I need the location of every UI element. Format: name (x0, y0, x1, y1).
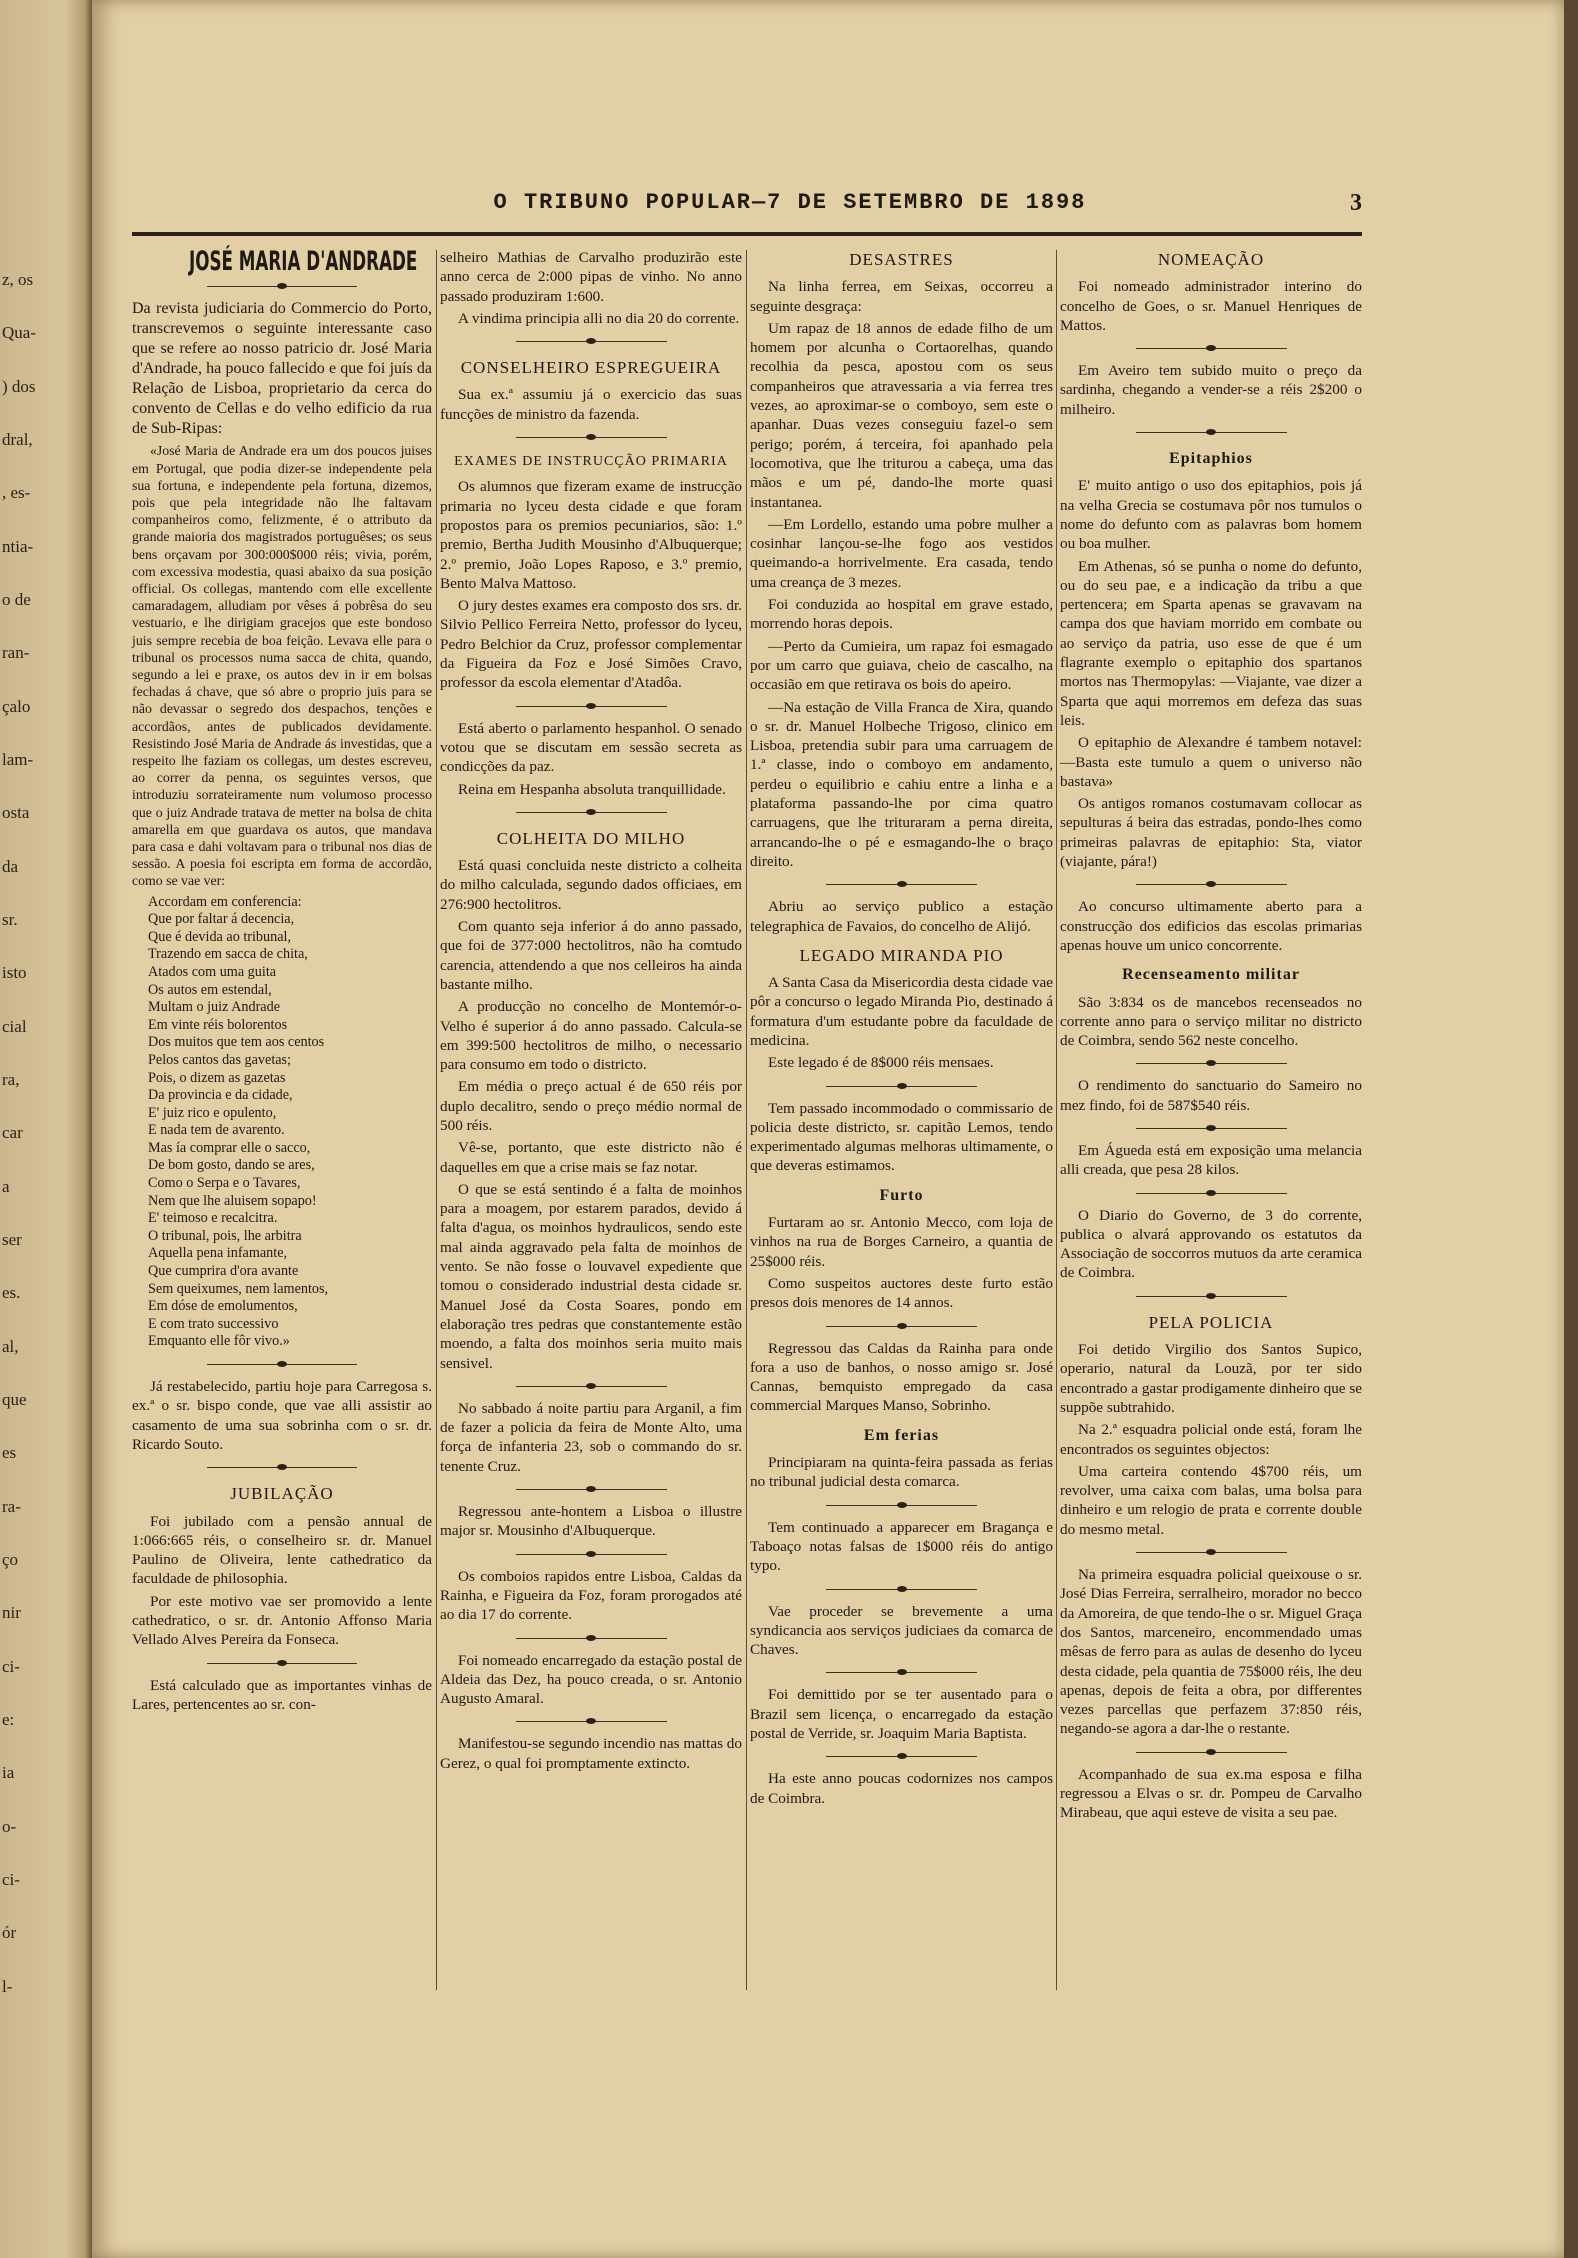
verse-line: Que por faltar á decencia, (148, 911, 295, 928)
article-paragraph: —Perto da Cumieira, um rapaz foi esmagado por um carro que guiava, cheio de cascalho, na occasião em que retirava os bois do apeiro. (750, 637, 1053, 694)
divider (750, 1749, 1053, 1763)
adjacent-page-text-fragment: car (2, 1123, 23, 1143)
adjacent-page-text-fragment: cial (2, 1016, 27, 1036)
article-paragraph: Os alumnos que fizeram exame de instrucção primaria no lyceu desta cidade e que foram propostos para os premios pecuniarios, são: 1.º premio, Bertha Judith Mousinho d'Albuquerque; 2.º premio, João Lopes Raposo, e 3.º premio, Bento Malva Mattoso. (440, 478, 742, 592)
article-paragraph: São 3:834 os de mancebos recenseados no corrente anno para o serviço militar no districto de Coimbra, sendo 562 neste concelho. (1060, 993, 1362, 1050)
article-paragraph: Principiaram na quinta-feira passada as ferias no tribunal judicial desta comarca. (750, 1454, 1053, 1491)
article-paragraph: Vê-se, portanto, que este districto não é daquelles em que a crise mais se faz notar. (440, 1139, 742, 1176)
article-paragraph: Foi detido Virgilio dos Santos Supico, operario, natural da Louzã, por ter sido encontrado a gastar prodigamente dinheiro que se suppõe subtrahido. (1060, 1341, 1362, 1416)
section-heading: COLHEITA DO MILHO (496, 828, 686, 848)
section-heading: DESASTRES (849, 250, 954, 269)
adjacent-page-text-fragment: al, (2, 1336, 19, 1356)
verse-line: Multam o juiz Andrade (148, 999, 280, 1016)
section-heading: LEGADO MIRANDA PIO (799, 945, 1004, 965)
article-paragraph: Abriu ao serviço publico a estação telegraphica de Favaios, do concelho de Alijó. (750, 898, 1053, 935)
article-paragraph: Este legado é de 8$000 réis mensaes. (768, 1054, 994, 1072)
verse-line: E com trato successivo (148, 1315, 279, 1332)
divider (1060, 1289, 1362, 1303)
article-paragraph: No sabbado á noite partiu para Arganil, a fim de fazer a policia da feira de Monte Alto, uma força de infanteria 23, sob o commando do sr. tenente Cruz. (440, 1399, 742, 1475)
divider (440, 334, 742, 348)
adjacent-page-text-fragment: z, os (2, 270, 34, 289)
divider (1060, 425, 1362, 439)
article-paragraph: Em Aveiro tem subido muito o preço da sardinha, chegando a vender-se a réis 2$200 o milheiro. (1060, 362, 1362, 418)
verse-line: Sem queixumes, nem lamentos, (148, 1280, 329, 1297)
article-paragraph: Em média o preço actual é de 650 réis por duplo decalitro, sendo o preço médio normal de 500 réis. (440, 1078, 742, 1134)
article-paragraph: Manifestou-se segundo incendio nas mattas do Gerez, o qual foi promptamente extincto. (440, 1735, 742, 1772)
article-title: JOSÉ MARIA D'ANDRADE (189, 246, 418, 277)
divider (1060, 1121, 1362, 1135)
article-paragraph: O epitaphio de Alexandre é tambem notavel:—Basta este tumulo a quem o universo não bastava» (1060, 734, 1362, 790)
article-paragraph: Sua ex.ª assumiu já o exercicio das suas funcções de ministro da fazenda. (440, 386, 742, 423)
section-heading: EXAMES DE INSTRUCÇÃO PRIMARIA (454, 454, 728, 470)
article-paragraph: Foi demittido por se ter ausentado para o Brazil sem licença, o encarregado da estação postal de Verride, sr. Joaquim Maria Baptista. (750, 1686, 1053, 1742)
section-heading: Epitaphios (1169, 450, 1253, 468)
adjacent-page-text-fragment: es (2, 1443, 17, 1463)
article-paragraph: Por este motivo vae ser promovido a lente cathedratico, o sr. dr. Antonio Affonso Maria Vellado Alves Pereira da Fonseca. (132, 1592, 432, 1649)
verse-line: Dos muitos que tem aos centos (148, 1034, 325, 1051)
article-paragraph: Regressou ante-hontem a Lisboa o illustre major sr. Mousinho d'Albuquerque. (440, 1503, 742, 1540)
adjacent-page-text-fragment: ra, (2, 1070, 20, 1089)
verse-line: Pelos cantos das gavetas; (148, 1051, 292, 1068)
article-paragraph: —Na estação de Villa Franca de Xira, quando o sr. dr. Manuel Holbeche Trigoso, clinico em Lisboa, pretendia subir para uma carruagem de 1.ª classe, indo o comboyo em andamento, perdeu o equilibrio e cahiu entre a linha e a plataforma passando-lhe por cima quatro carruagens, que lhe trituraram a perna direita, arrancando-lhe o pé e esmagando-lhe o braço direito. (750, 698, 1053, 870)
article-paragraph: Tem passado incommodado o commissario de policia deste districto, sr. capitão Lemos, tendo experimentado algumas melhoras ultimamente, o que deveras estimamos. (750, 1099, 1053, 1175)
article-paragraph: O Diario do Governo, de 3 do corrente, publica o alvará approvando os estatutos da Associação de soccorros mutuos da arte ceramica de Coimbra. (1060, 1206, 1362, 1282)
article-paragraph: Regressou das Caldas da Rainha para onde fora a uso de banhos, o nosso amigo sr. José Cannas, bemquisto empregado da casa commercial Marques Manso, Sobrinho. (750, 1339, 1053, 1415)
article-paragraph: Os comboios rapidos entre Lisboa, Caldas da Rainha, e Figueira da Foz, foram prorogados até ao dia 17 do corrente. (440, 1567, 742, 1624)
article-paragraph: selheiro Mathias de Carvalho produzirão este anno cerca de 2:000 pipas de vinho. No anno passado produziram 1:600. (440, 249, 742, 305)
adjacent-page-text-fragment: isto (2, 963, 27, 983)
column-separator (746, 250, 747, 1990)
article-paragraph: Na 2.ª esquadra policial onde está, foram lhe encontrados os seguintes objectos: (1060, 1421, 1362, 1458)
adjacent-page-text-fragment: lam- (2, 750, 34, 769)
article-paragraph: Tem continuado a apparecer em Bragança e Taboaço notas falsas de 1$000 réis do antigo typo. (750, 1518, 1053, 1575)
adjacent-page-text-fragment: osta (2, 803, 30, 823)
divider (440, 1482, 742, 1496)
divider (132, 1460, 432, 1474)
divider (750, 1665, 1053, 1679)
article-paragraph: O que se está sentindo é a falta de moinhos para a moagem, por estarem parados, devido á falta d'agua, os moinhos hydraulicos, sendo este mal ainda aggravado pela falta de moinhos de vento. Se não fosse o louvavel expediente que tomou o considerado industrial desta cidade sr. Manuel José da Costa Soares, pondo em elaboração tres pedras que constantemente estão moendo, a falta dos moinhos seria muito mais sensivel. (440, 1180, 742, 1372)
article-paragraph: O rendimento do sanctuario do Sameiro no mez findo, foi de 587$540 réis. (1060, 1077, 1362, 1114)
verse-line: Que é devida ao tribunal, (148, 928, 292, 945)
article-paragraph: Reina em Hespanha absoluta tranquillidade. (458, 780, 726, 798)
newspaper-title-date: O TRIBUNO POPULAR—7 DE SETEMBRO DE 1898 (493, 190, 1087, 215)
verse-line: Como o Serpa e o Tavares, (148, 1175, 301, 1192)
article-paragraph: Já restabelecido, partiu hoje para Carregosa s. ex.ª o sr. bispo conde, que vae alli assistir ao casamento de uma sua sobrinha com o sr. dr. Ricardo Souto. (132, 1378, 432, 1453)
verse-line: Nem que lhe aluisem sopapo! (148, 1192, 317, 1209)
verse-line: Em dóse de emolumentos, (148, 1298, 298, 1315)
article-paragraph: Os antigos romanos costumavam collocar as sepulturas á beira das estradas, pondo-lhes como primeiras palavras de epitaphio: Sta, viator (viajante, pára!) (1060, 795, 1362, 871)
adjacent-page-text-fragment: es. (2, 1283, 21, 1303)
column-4 (1060, 248, 1362, 1826)
article-paragraph: A producção no concelho de Montemór-o-Velho é superior á do anno passado. Calcula-se em 399:500 hectolitros de milho, o necessario para consumo em todo o districto. (440, 998, 742, 1074)
adjacent-page-text-fragment: çalo (2, 696, 31, 716)
divider (440, 1714, 742, 1728)
article-paragraph: Com quanto seja inferior á do anno passado, que foi de 377:000 hectolitros, não ha comtudo carencia, attendendo a que nos celleiros ha ainda bastante milho. (440, 918, 742, 993)
verse-line: E' teimoso e recalcitra. (148, 1210, 278, 1227)
article-paragraph: Como suspeitos auctores deste furto estão presos dois menores de 14 annos. (750, 1274, 1053, 1312)
section-heading: JUBILAÇÃO (230, 1484, 334, 1504)
section-heading: CONSELHEIRO ESPREGUEIRA (460, 358, 722, 378)
section-heading: NOMEAÇÃO (1157, 250, 1265, 269)
article-paragraph: Uma carteira contendo 4$700 réis, um revolver, uma caixa com balas, uma bolsa para dinheiro e um relogio de prata e corrente double do mesmo metal. (1060, 1462, 1362, 1538)
divider (132, 1357, 432, 1371)
adjacent-page-text-fragment: que (2, 1390, 27, 1409)
divider (440, 1379, 742, 1393)
adjacent-page-text-fragment: ntia- (2, 536, 34, 556)
verse-line: Accordam em conferencia: (148, 893, 302, 910)
adjacent-page-text-fragment: ran- (2, 643, 30, 663)
divider (1060, 1056, 1362, 1070)
verse-line: E' juiz rico e opulento, (148, 1104, 277, 1121)
article-paragraph: Está quasi concluida neste districto a colheita do milho calculada, segundo dados officiaes, em 276:900 hectolitros. (440, 857, 742, 913)
adjacent-page-text-fragment: ser (2, 1230, 22, 1249)
adjacent-page-text-fragment: ci- (2, 1870, 20, 1889)
divider (132, 1656, 432, 1670)
section-heading: Furto (879, 1186, 924, 1204)
divider (440, 1547, 742, 1561)
adjacent-page-text-fragment: e: (2, 1710, 15, 1729)
divider (1060, 341, 1362, 355)
adjacent-page-text-fragment: o de (2, 590, 31, 609)
article-paragraph: Um rapaz de 18 annos de edade filho de um homem por alcunha o Cortaorelhas, quando recolhia da pesca, apostou com os seus companheiros que atravessaria a via ferrea tres vezes, ao aproximar-se o comboyo, sem este o apanhar. Duas vezes conseguiu fazel-o sem perigo; porém, á terceira, foi apanhado pela locomotiva, que lhe triturou a cabeça, uma das mãos e um pé, dando-lhe morte quasi instantanea. (750, 319, 1053, 511)
divider (750, 1498, 1053, 1512)
header-rule (132, 232, 1362, 236)
adjacent-page-text-fragment: da (2, 856, 19, 876)
adjacent-page-text-fragment: l- (2, 1976, 13, 1996)
column-2 (440, 248, 742, 1776)
article-paragraph: Foi conduzida ao hospital em grave estado, morrendo horas depois. (750, 596, 1053, 633)
verse-line: Que cumprira d'ora avante (148, 1263, 299, 1280)
verse-line: E nada tem de avarento. (148, 1122, 285, 1139)
article-paragraph: Em Águeda está em exposição uma melancia alli creada, que pesa 28 kilos. (1060, 1141, 1362, 1179)
article-paragraph: A Santa Casa da Misericordia desta cidade vae pôr a concurso o legado Miranda Pio, destinado á formatura d'um estudante pobre da faculdade de medicina. (750, 974, 1053, 1049)
verse-line: Os autos em estendal, (148, 981, 272, 998)
column-1 (132, 248, 432, 1717)
divider (1060, 1545, 1362, 1559)
adjacent-page-text-fragment: nir (2, 1603, 21, 1623)
section-heading: PELA POLICIA (1148, 1312, 1274, 1332)
article-paragraph: Da revista judiciaria do Commercio do Porto, transcrevemos o seguinte interessante caso que se refere ao nosso patricio dr. José Maria d'Andrade, ha pouco fallecido e que foi juís da Relação de Lisboa, proprietario da cerca do convento de Cellas e do velho edificio da rua de Sub-Ripas: (132, 300, 432, 438)
adjacent-page-text-fragment: , es- (2, 483, 31, 503)
article-paragraph: O jury destes exames era composto dos srs. dr. Silvio Pellico Ferreira Netto, professor do lyceu, Pedro Belchior da Cruz, professor complementar da Figueira da Foz e José Simões Cravo, professor da escola elementar d'Atadôa. (440, 597, 742, 692)
verse-line: Aquella pena infamante, (148, 1245, 288, 1262)
column-3 (750, 248, 1053, 1811)
article-paragraph: Vae proceder se brevemente a uma syndicancia aos serviços judiciaes da comarca de Chaves. (750, 1602, 1053, 1659)
verse-line: Pois, o dizem as gazetas (148, 1069, 286, 1086)
adjacent-page-text-fragment: o- (2, 1816, 17, 1836)
divider (440, 805, 742, 819)
article-paragraph: A vindima principia alli no dia 20 do corrente. (458, 309, 740, 327)
adjacent-page-text-fragment: ci- (2, 1656, 20, 1676)
section-heading: Recenseamento militar (1122, 966, 1300, 984)
article-paragraph: —Em Lordello, estando uma pobre mulher a cosinhar lançou-se-lhe fogo aos vestidos queimando-a horrivelmente. Era casada, tendo uma creança de 3 mezes. (750, 515, 1053, 591)
verse-line: O tribunal, pois, lhe arbitra (148, 1227, 302, 1244)
article-paragraph: Ao concurso ultimamente aberto para a construcção dos edificios das escolas primarias apenas houve um unico concorrente. (1060, 898, 1362, 954)
divider (750, 877, 1053, 891)
divider (440, 430, 742, 444)
page-number: 3 (1350, 190, 1362, 216)
article-paragraph: Foi nomeado encarregado da estação postal de Aldeia das Dez, ha pouco creada, o sr. Antonio Augusto Amaral. (440, 1651, 742, 1708)
article-paragraph: «José Maria de Andrade era um dos poucos juises em Portugal, que podia dizer-se independente pela sua fortuna, e independente pela fortuna, dizemos, pois que pela integridade não lhe faltavam companheiros como, felizmente, é o attributo da grande maioria dos magistrados portuguêses; os seus bens orçavam por 300:000$000 réis; vivia, porém, com excessiva modestia, quasi abaixo da sua posição official. Os collegas, mantendo com elle excellente camaradagem, alludiam por vêses á pobrêsa do seu vestuario, e lhe dirigiam gracejos que este bondoso juis sempre recebia de boa feição. Levava elle para o tribunal os processos numa sacca de chita, quando, segundo a lei e praxe, os autos dev in ir em bolsas fechadas á chave, que só abre o proprio juis para se não devassar o segredo dos despachos, tenções e accordãos, antes de publicados devidamente. Resistindo José Maria de Andrade ás investidas, que a respeito lhe faziam os collegas, um destes escreveu, ao correr da penna, os seguintes versos, que introduziu sorrateiramente num volumoso processo que o juiz Andrade tratava de metter na bolsa de chita amarella em que guardava os autos, que mandava para casa e dahi voltavam para o tribunal nos dias de sessão. A poesia foi escripta em forma de accordão, como se vae ver: (132, 443, 432, 889)
verse-line: Em vinte réis bolorentos (148, 1016, 288, 1033)
adjacent-page-text-fragment: ia (2, 1763, 15, 1783)
verse-line: Da provincia e da cidade, (148, 1087, 293, 1104)
divider (440, 699, 742, 713)
page-right-edge (1564, 0, 1578, 2258)
verse-block (148, 894, 432, 1351)
article-paragraph: Foi jubilado com a pensão annual de 1:066:665 réis, o conselheiro sr. dr. Manuel Paulino de Oliveira, lente cathedratico da faculdade de philosophia. (132, 1512, 432, 1588)
page-header (290, 190, 1362, 220)
divider (1060, 1745, 1362, 1759)
adjacent-page-text-fragment: dral, (2, 430, 33, 449)
adjacent-page-text-fragment: ço (2, 1550, 19, 1569)
adjacent-page-text-fragment: sr. (2, 910, 18, 929)
divider (132, 279, 432, 293)
article-paragraph: Em Athenas, só se punha o nome do defunto, ou do seu pae, e a indicação da tribu a que pertencera; em Sparta apenas se gravavam na campa dos que haviam morrido em combate ou ao serviço da patria, uso esse de que é um flagrante exemplo o epitaphio dos spartanos mortos nas Thermopylas: —Viajante, vae dizer a Sparta que aqui morremos em defeza das suas leis. (1060, 557, 1362, 729)
article-paragraph: Na primeira esquadra policial queixouse o sr. José Dias Ferreira, serralheiro, morador no becco da Amoreira, de que tendo-lhe o sr. Miguel Graça dos Santos, marceneiro, encommendado umas mêsas de ferro para as aulas de desenho do lyceu desta cidade, pela quantia de 75$000 réis, lhe deu apenas, depois de feita a obra, por differentes vezes parcellas que perfazem 37:850 réis, negando-se agora a dar-lhe o restante. (1060, 1566, 1362, 1738)
adjacent-page-text-fragment: ra- (2, 1496, 21, 1516)
article-paragraph: Está calculado que as importantes vinhas de Lares, pertencentes ao sr. con- (132, 1676, 432, 1713)
verse-line: Mas ía comprar elle o sacco, (148, 1139, 311, 1156)
divider (440, 1631, 742, 1645)
adjacent-page-text-fragment: Qua- (2, 323, 36, 343)
adjacent-page-text-fragment: ór (2, 1923, 17, 1943)
article-paragraph: Na linha ferrea, em Seixas, occorreu a seguinte desgraça: (750, 278, 1053, 315)
column-separator (436, 250, 437, 1990)
divider (750, 1319, 1053, 1333)
adjacent-page-text-fragment: a (2, 1176, 10, 1196)
divider (1060, 1186, 1362, 1200)
section-heading: Em ferias (863, 1426, 940, 1444)
verse-line: Trazendo em sacca de chita, (148, 946, 308, 963)
article-paragraph: Ha este anno poucas codornizes nos campos de Coimbra. (750, 1770, 1053, 1807)
adjacent-page-text-fragment: ) dos (2, 376, 36, 396)
column-separator (1056, 250, 1057, 1990)
verse-line: De bom gosto, dando se ares, (148, 1157, 315, 1174)
adjacent-page-edge (0, 0, 92, 2258)
article-paragraph: Acompanhado de sua ex.ma esposa e filha regressou a Elvas o sr. dr. Pompeu de Carvalho Mirabeau, que aqui esteve de visita a seu pae. (1060, 1765, 1362, 1822)
divider (750, 1079, 1053, 1093)
verse-line: Emquanto elle fôr vivo.» (148, 1333, 290, 1350)
article-paragraph: Está aberto o parlamento hespanhol. O senado votou que se discutam em sessão secreta as condicções da paz. (440, 719, 742, 776)
divider (750, 1582, 1053, 1596)
divider (1060, 877, 1362, 891)
verse-line: Atados com uma guita (148, 963, 277, 980)
article-paragraph: E' muito antigo o uso dos epitaphios, pois já na velha Grecia se costumava pôr nos tumulos o nome do defunto com as palavras bom homem ou boa mulher. (1060, 477, 1362, 553)
article-paragraph: Foi nomeado administrador interino do concelho de Goes, o sr. Manuel Henriques de Mattos. (1060, 278, 1362, 334)
article-paragraph: Furtaram ao sr. Antonio Mecco, com loja de vinhos na rua de Borges Carneiro, a quantia de 25$000 réis. (750, 1214, 1053, 1270)
